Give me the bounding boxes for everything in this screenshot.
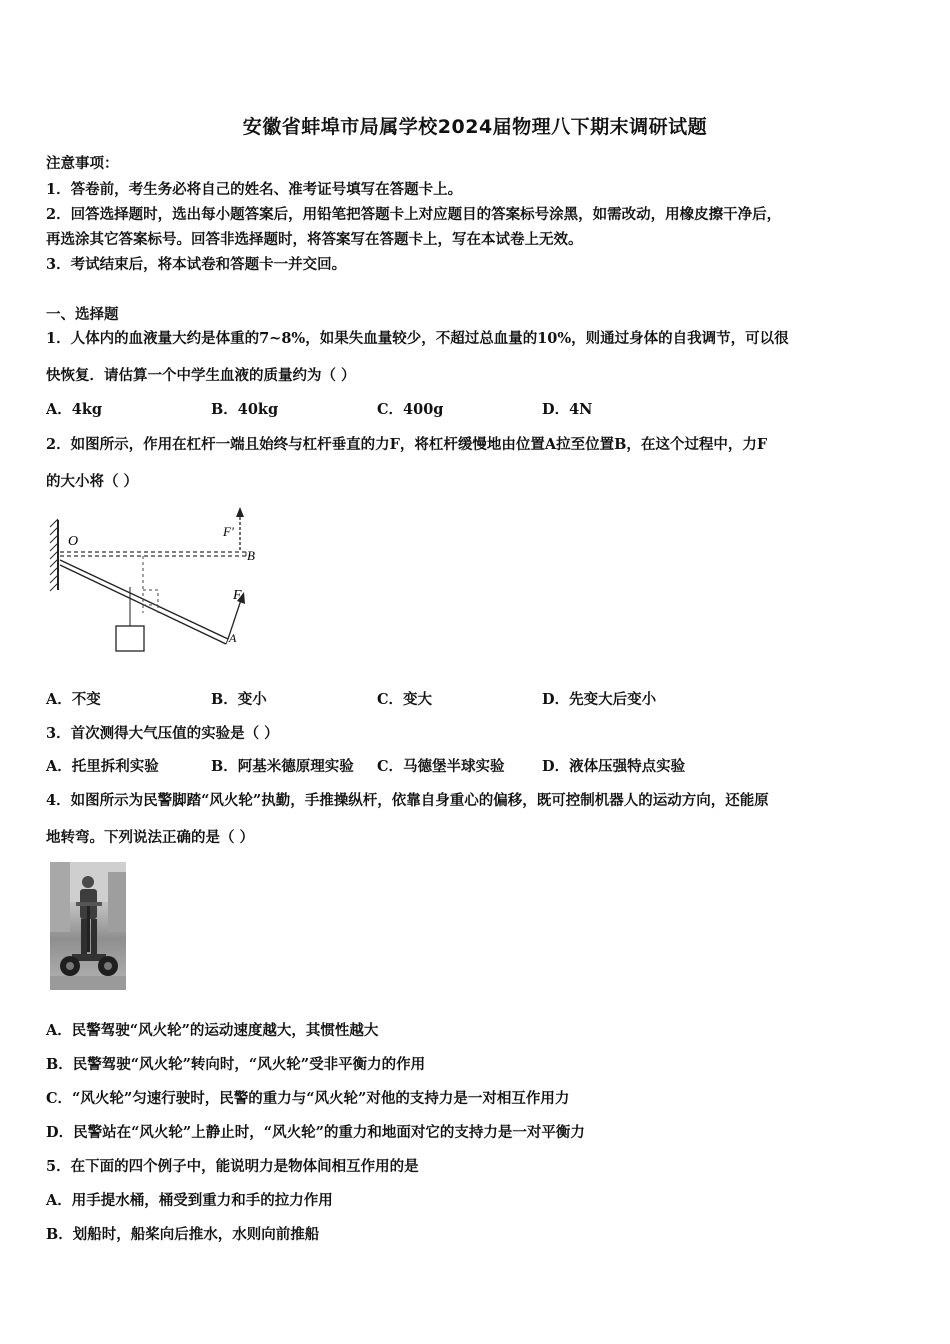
q4-option-a: A．民警驾驶“风火轮”的运动速度越大，其惯性越大: [46, 1022, 379, 1039]
q3-option-c: C．马德堡半球实验: [377, 758, 505, 775]
lever-diagram: [48, 505, 278, 665]
q5-option-a: A．用手提水桶，桶受到重力和手的拉力作用: [46, 1192, 333, 1209]
question-2-text: 的大小将（ ）: [46, 473, 139, 490]
label-f: F: [233, 588, 242, 603]
q2-option-c: C．变大: [377, 691, 433, 708]
page-title: 安徽省蚌埠市局属学校2024届物理八下期末调研试题: [242, 116, 708, 138]
q1-option-b: B．40kg: [211, 401, 279, 418]
label-a: A: [229, 631, 237, 645]
question-3-text: 3．首次测得大气压值的实验是（ ）: [46, 725, 279, 742]
label-f-prime: F': [223, 524, 234, 539]
notice-item: 1．答卷前，考生务必将自己的姓名、准考证号填写在答题卡上。: [46, 181, 463, 198]
q3-option-b: B．阿基米德原理实验: [211, 758, 354, 775]
q2-option-d: D．先变大后变小: [542, 691, 657, 708]
q3-option-a: A．托里拆利实验: [46, 758, 159, 775]
question-2-text: 2．如图所示，作用在杠杆一端且始终与杠杆垂直的力F，将杠杆缓慢地由位置A拉至位置B，在这个过程中，力F: [46, 436, 768, 453]
q5-option-b: B．划船时，船桨向后推水，水则向前推船: [46, 1226, 320, 1243]
q1-option-d: D．4N: [542, 401, 593, 418]
q2-option-b: B．变小: [211, 691, 267, 708]
police-balance-robot-photo: [50, 862, 126, 990]
q1-option-a: A．4kg: [46, 401, 103, 418]
notice-item: 3．考试结束后，将本试卷和答题卡一并交回。: [46, 256, 347, 273]
question-1-text: 1．人体内的血液量大约是体重的7~8%，如果失血量较少，不超过总血量的10%，则通过身体的自我调节，可以很: [46, 330, 789, 347]
question-4-text: 4．如图所示为民警脚踏“风火轮”执勤，手推操纵杆，依靠自身重心的偏移，既可控制机器人的运动方向，还能原: [46, 792, 769, 809]
question-1-text: 快恢复．请估算一个中学生血液的质量约为（ ）: [46, 367, 356, 384]
question-4-text: 地转弯。下列说法正确的是（ ）: [46, 829, 255, 846]
notice-heading: 注意事项：: [46, 155, 119, 172]
notice-item: 再选涂其它答案标号。回答非选择题时，将答案写在答题卡上，写在本试卷上无效。: [46, 231, 583, 248]
label-b: B: [247, 548, 255, 563]
q4-option-d: D．民警站在“风火轮”上静止时，“风火轮”的重力和地面对它的支持力是一对平衡力: [46, 1124, 585, 1141]
q3-option-d: D．液体压强特点实验: [542, 758, 686, 775]
question-5-text: 5．在下面的四个例子中，能说明力是物体间相互作用的是: [46, 1158, 419, 1175]
label-o: O: [68, 534, 79, 549]
q4-option-c: C．“风火轮”匀速行驶时，民警的重力与“风火轮”对他的支持力是一对相互作用力: [46, 1090, 570, 1107]
notice-item: 2．回答选择题时，选出每小题答案后，用铅笔把答题卡上对应题目的答案标号涂黑，如需改动，用橡皮擦干净后，: [46, 206, 782, 223]
q1-option-c: C．400g: [377, 401, 444, 418]
section-heading: 一、选择题: [46, 306, 119, 323]
q2-option-a: A．不变: [46, 691, 101, 708]
q4-option-b: B．民警驾驶“风火轮”转向时，“风火轮”受非平衡力的作用: [46, 1056, 426, 1073]
